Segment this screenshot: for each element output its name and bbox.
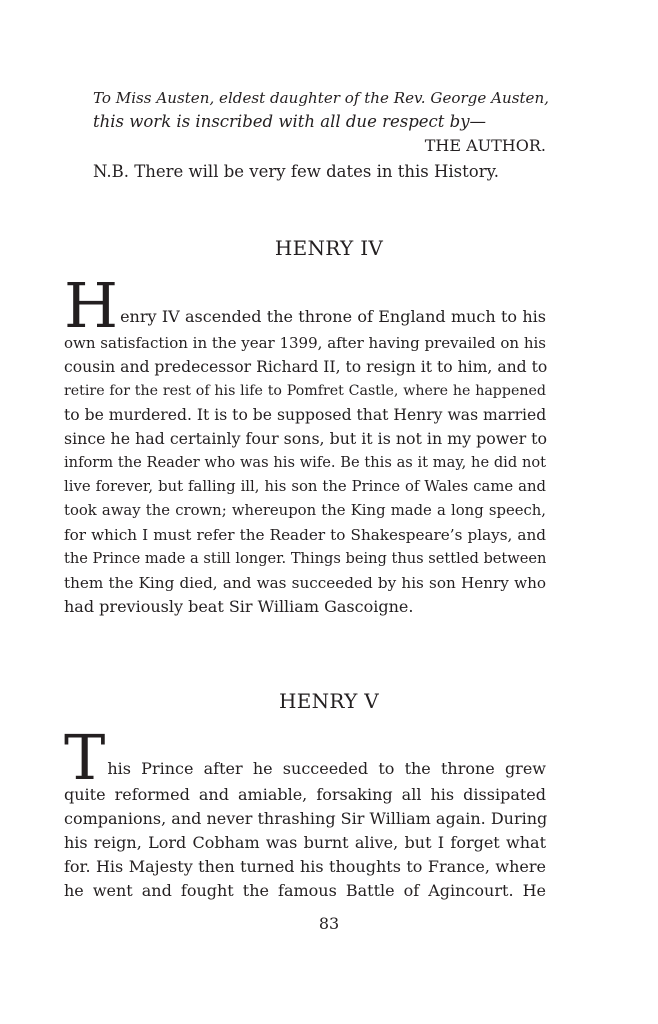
dedication-line: To Miss Austen, eldest daughter of the Rev. George Austen,: [93, 89, 549, 107]
first-row: [64, 269, 546, 342]
text-line: cousin and predecessor Richard II, to resign it to him, and to: [64, 358, 548, 376]
drop-cap: T: [64, 721, 106, 794]
dedication-signature: THE AUTHOR.: [424, 136, 546, 155]
chapter-heading: HENRY V: [278, 689, 380, 713]
note: N.B. There will be very few dates in this History.: [93, 162, 499, 181]
text-line: he went and fought the famous Battle of Agincourt. He: [64, 881, 546, 900]
text-line: them the King died, and was succeeded by his son Henry who: [64, 574, 546, 592]
dedication-line: this work is inscribed with all due respect by—: [93, 112, 487, 131]
text-line: quite reformed and amiable, forsaking all his dissipated: [64, 785, 546, 804]
chapter-body: [64, 721, 548, 903]
text-line: inform the Reader who was his wife. Be this as it may, he did not: [64, 454, 546, 471]
text-line: for. His Majesty then turned his thoughts to France, where: [64, 857, 546, 876]
first-row: [64, 721, 546, 794]
text-line: took away the crown; whereupon the King made a long speech,: [64, 502, 546, 519]
text-line: enry IV ascended the throne of England much to his: [120, 307, 546, 326]
text-line: since he had certainly four sons, but it is not in my power to: [64, 429, 548, 448]
dedication: [93, 86, 553, 158]
text-line: own satisfaction in the year 1399, after having prevailed on his: [64, 334, 546, 352]
text-line: for which I must refer the Reader to Shakespeare’s plays, and: [64, 526, 546, 544]
text-line: companions, and never thrashing Sir William again. During: [64, 809, 548, 828]
text-line: live forever, but falling ill, his son the Prince of Wales came and: [64, 478, 546, 495]
dedication-text: [93, 86, 553, 134]
page-number: 83: [318, 914, 340, 933]
text-line: his reign, Lord Cobham was burnt alive, but I forget what: [64, 833, 546, 852]
drop-cap: H: [64, 269, 119, 342]
text-line: to be murdered. It is to be supposed that Henry was married: [64, 406, 547, 424]
text-line: retire for the rest of his life to Pomfret Castle, where he happened: [64, 383, 546, 399]
text-line: the Prince made a still longer. Things being thus settled between: [64, 550, 547, 567]
chapter-heading: HENRY IV: [274, 236, 384, 260]
text-line: had previously beat Sir William Gascoigne.: [64, 597, 414, 616]
text-line: his Prince after he succeeded to the throne grew: [107, 759, 546, 778]
chapter-body: [64, 269, 548, 619]
